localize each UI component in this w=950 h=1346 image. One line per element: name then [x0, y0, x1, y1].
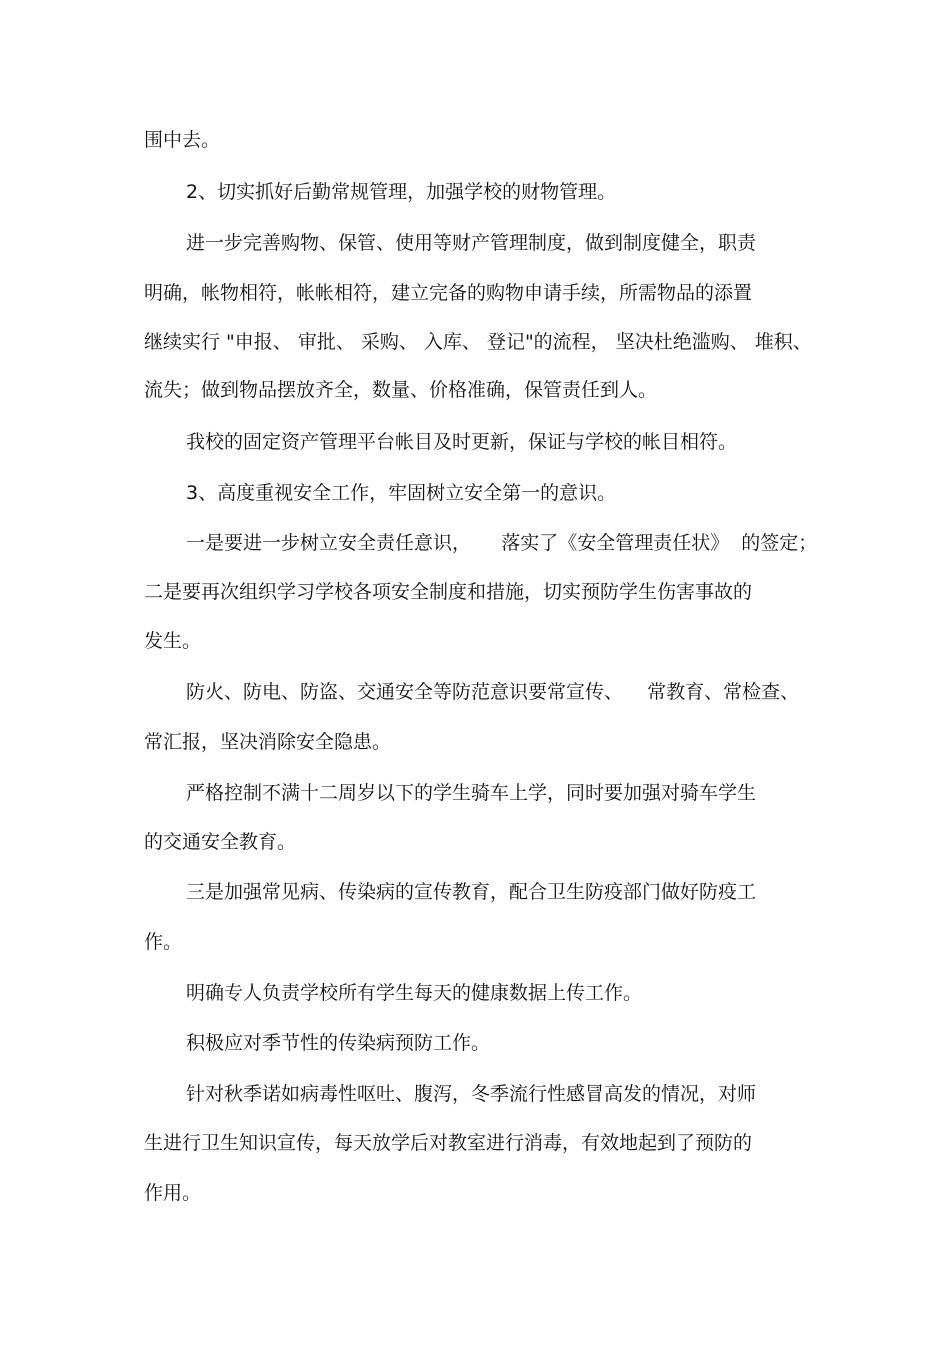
section-heading: 3、高度重视安全工作，牢固树立安全第一的意识。 — [186, 482, 617, 504]
text-line: 我校的固定资产管理平台帐目及时更新，保证与学校的帐目相符。 — [186, 431, 738, 453]
text-line: 二是要再次组织学习学校各项安全制度和措施，切实预防学生伤害事故的 — [144, 581, 753, 603]
text-line: 发生。 — [144, 630, 202, 652]
text-line: 作。 — [144, 931, 183, 953]
text-line: 进一步完善购物、保管、使用等财产管理制度，做到制度健全，职责 — [186, 232, 757, 254]
text-line: 明确专人负责学校所有学生每天的健康数据上传工作。 — [186, 982, 643, 1004]
text-line: 一是要进一步树立安全责任意识， 落实了《安全管理责任状》 的签定； — [186, 532, 818, 554]
text-line: 严格控制不满十二周岁以下的学生骑车上学，同时要加强对骑车学生 — [186, 782, 757, 804]
text-line: 生进行卫生知识宣传，每天放学后对教室进行消毒，有效地起到了预防的 — [144, 1132, 753, 1154]
text-line: 继续实行 "申报、 审批、 采购、 入库、 登记"的流程， 坚决杜绝滥购、 堆积、 — [144, 331, 812, 353]
text-line: 围中去。 — [144, 129, 221, 151]
text-line: 防火、防电、防盗、交通安全等防范意识要常宣传、 常教育、常检查、 — [186, 681, 800, 703]
text-line: 积极应对季节性的传染病预防工作。 — [186, 1032, 491, 1054]
text-line: 的交通安全教育。 — [144, 831, 297, 853]
text-line: 常汇报，坚决消除安全隐患。 — [144, 731, 392, 753]
text-line: 流失；做到物品摆放齐全，数量、价格准确，保管责任到人。 — [144, 379, 658, 401]
text-line: 针对秋季诺如病毒性呕吐、腹泻，冬季流行性感冒高发的情况，对师 — [186, 1083, 757, 1105]
text-line: 明确，帐物相符，帐帐相符，建立完备的购物申请手续，所需物品的添置 — [144, 282, 753, 304]
text-line: 作用。 — [144, 1182, 202, 1204]
text-line: 三是加强常见病、传染病的宣传教育，配合卫生防疫部门做好防疫工 — [186, 881, 757, 903]
section-heading: 2、切实抓好后勤常规管理，加强学校的财物管理。 — [186, 181, 617, 203]
